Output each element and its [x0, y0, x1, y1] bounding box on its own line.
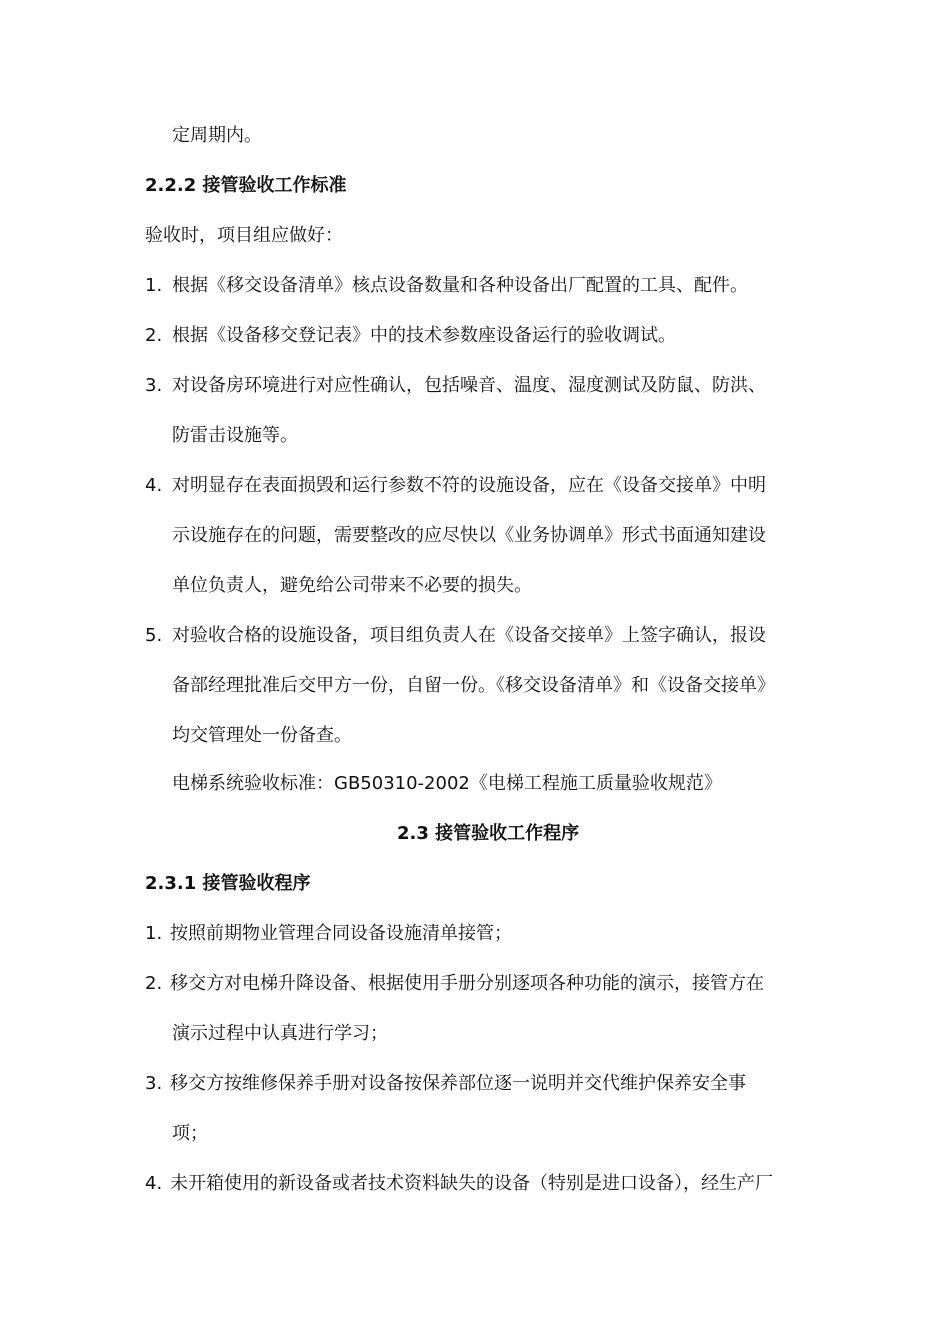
list-item-text: 对验收合格的设施设备，项目组负责人在《设备交接单》上签字确认，报设	[172, 625, 766, 646]
list-number: 2.	[145, 973, 163, 994]
list-number: 1.	[145, 275, 163, 296]
list-item-text: 演示过程中认真进行学习；	[172, 1023, 388, 1044]
list-item-text: 根据《设备移交登记表》中的技术参数座设备运行的验收调试。	[172, 325, 676, 346]
section-title-2-3: 2.3 接管验收工作程序	[397, 823, 580, 844]
list-number: 5.	[145, 625, 163, 646]
intro-text: 验收时，项目组应做好：	[145, 225, 343, 246]
list-item-text: 对设备房环境进行对应性确认，包括噪音、温度、湿度测试及防鼠、防洪、	[172, 375, 766, 396]
list-item-text: 防雷击设施等。	[172, 425, 298, 446]
list-number: 3.	[145, 375, 163, 396]
list-item-text: 移交方对电梯升降设备、根据使用手册分别逐项各种功能的演示，接管方在	[170, 973, 764, 994]
list-item-text: 按照前期物业管理合同设备设施清单接管；	[170, 923, 512, 944]
list-item-text: 均交管理处一份备查。	[172, 725, 352, 746]
list-item-text: 移交方按维修保养手册对设备按保养部位逐一说明并交代维护保养安全事	[170, 1073, 746, 1094]
list-item-text: 根据《移交设备清单》核点设备数量和各种设备出厂配置的工具、配件。	[172, 275, 748, 296]
list-item-text: 备部经理批准后交甲方一份，自留一份。《移交设备清单》和《设备交接单》	[172, 675, 775, 696]
list-item-text: 对明显存在表面损毁和运行参数不符的设施设备，应在《设备交接单》中明	[172, 475, 766, 496]
list-number: 4.	[145, 475, 163, 496]
elevator-standard-text: 电梯系统验收标准：GB50310-2002《电梯工程施工质量验收规范》	[172, 773, 722, 794]
list-item-text: 示设施存在的问题，需要整改的应尽快以《业务协调单》形式书面通知建设	[172, 525, 766, 546]
list-item-text: 未开箱使用的新设备或者技术资料缺失的设备（特别是进口设备），经生产厂	[170, 1173, 773, 1194]
list-number: 1.	[145, 923, 163, 944]
section-heading-2-2-2: 2.2.2 接管验收工作标准	[145, 175, 347, 196]
list-number: 4.	[145, 1173, 163, 1194]
continued-text: 定周期内。	[172, 125, 262, 146]
list-number: 2.	[145, 325, 163, 346]
list-item-text: 项；	[172, 1123, 208, 1144]
list-item-text: 单位负责人，避免给公司带来不必要的损失。	[172, 575, 532, 596]
section-heading-2-3-1: 2.3.1 接管验收程序	[145, 873, 311, 894]
list-number: 3.	[145, 1073, 163, 1094]
